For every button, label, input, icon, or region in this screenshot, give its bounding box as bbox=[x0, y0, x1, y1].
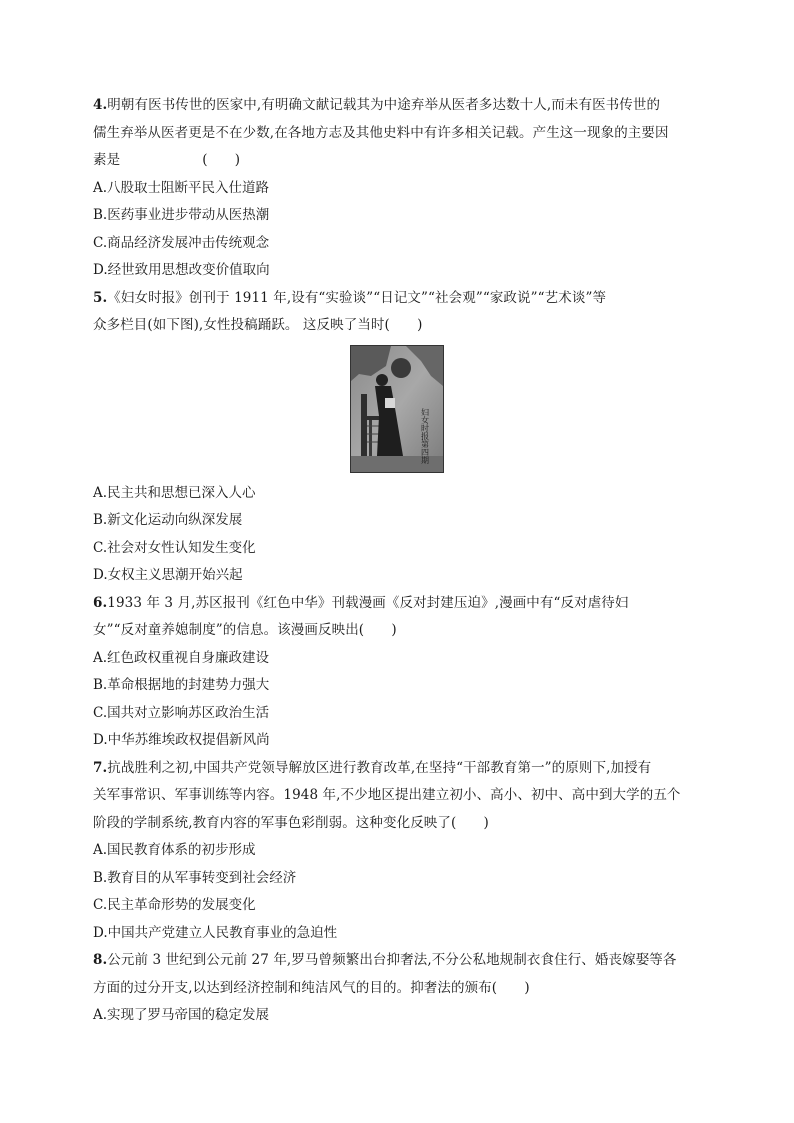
option-a: A.民主共和思想已深入人心 bbox=[93, 484, 256, 501]
question-number: 4. bbox=[93, 97, 108, 113]
option-b: B.医药事业进步带动从医热潮 bbox=[93, 207, 270, 223]
question-stem bbox=[93, 92, 703, 120]
question-4 bbox=[93, 92, 703, 285]
stem-line: 1933 年 3 月,苏区报刊《红色中华》刊载漫画《反对封建压迫》,漫画中有“反对虐待妇 bbox=[107, 594, 629, 611]
stem-line: 众多栏目(如下图),女性投稿踊跃。 这反映了当时( ) bbox=[93, 317, 423, 333]
option-d: D.中国共产党建立人民教育事业的急迫性 bbox=[93, 924, 338, 941]
exam-page bbox=[93, 92, 703, 1030]
answer-paren: ( ) bbox=[202, 152, 241, 168]
option-a: A.实现了罗马帝国的稳定发展 bbox=[93, 1007, 270, 1023]
option-c: C.商品经济发展冲击传统观念 bbox=[93, 234, 270, 251]
question-number: 8. bbox=[93, 952, 108, 968]
question-8 bbox=[93, 947, 703, 1030]
figure-container bbox=[93, 342, 703, 476]
option-a: A.八股取士阻断平民入仕道路 bbox=[93, 179, 270, 196]
option-a: A.红色政权重视自身廉政建设 bbox=[93, 649, 270, 666]
stem-line: 素是 bbox=[93, 152, 121, 168]
question-stem bbox=[93, 590, 703, 618]
question-stem-end bbox=[93, 147, 703, 175]
option-c: C.民主革命形势的发展变化 bbox=[93, 897, 256, 913]
question-6 bbox=[93, 590, 703, 755]
svg-text:妇女时报第四期: 妇女时报第四期 bbox=[420, 407, 430, 464]
stem-line: 阶段的学制系统,教育内容的军事色彩削弱。这种变化反映了( ) bbox=[93, 814, 489, 831]
option-d: D.经世致用思想改变价值取向 bbox=[93, 262, 270, 278]
option-a: A.国民教育体系的初步形成 bbox=[93, 842, 256, 858]
stem-line: 儒生弃举从医者更是不在少数,在各地方志及其他史料中有许多相关记载。产生这一现象的主要因 bbox=[93, 124, 669, 141]
option-c: C.社会对女性认知发生变化 bbox=[93, 539, 256, 556]
question-stem bbox=[93, 755, 703, 783]
question-number: 6. bbox=[93, 594, 108, 611]
question-stem bbox=[93, 285, 703, 313]
question-number: 5. bbox=[93, 289, 108, 306]
stem-line: 方面的过分开支,以达到经济控制和纯洁风气的目的。抑奢法的颁布( ) bbox=[93, 979, 530, 996]
question-5 bbox=[93, 285, 703, 590]
option-c: C.国共对立影响苏区政治生活 bbox=[93, 704, 270, 721]
question-stem bbox=[93, 947, 703, 975]
option-b: B.教育目的从军事转变到社会经济 bbox=[93, 869, 297, 886]
stem-line: 女”“反对童养媳制度”的信息。该漫画反映出( ) bbox=[93, 622, 397, 638]
question-number: 7. bbox=[93, 759, 108, 776]
stem-line: 公元前 3 世纪到公元前 27 年,罗马曾频繁出台抑奢法,不分公私地规制衣食住行、婚丧嫁娶等各 bbox=[107, 952, 677, 968]
option-d: D.女权主义思潮开始兴起 bbox=[93, 567, 243, 583]
calligraphy-caption bbox=[421, 407, 430, 465]
stem-line: 关军事常识、军事训练等内容。1948 年,不少地区提出建立初小、高小、初中、高中到大学的五个 bbox=[93, 787, 681, 803]
option-b: B.革命根据地的封建势力强大 bbox=[93, 677, 270, 693]
stem-line: 《妇女时报》创刊于 1911 年,设有“实验谈”“日记文”“社会观”“家政说”“艺术谈”等 bbox=[107, 289, 607, 306]
option-d: D.中华苏维埃政权提倡新风尚 bbox=[93, 732, 270, 748]
stem-line: 抗战胜利之初,中国共产党领导解放区进行教育改革,在坚持“干部教育第一”的原则下,加授有 bbox=[107, 759, 652, 776]
option-b: B.新文化运动向纵深发展 bbox=[93, 512, 243, 528]
magazine-cover-image bbox=[350, 345, 444, 473]
stem-line: 明朝有医书传世的医家中,有明确文献记载其为中途弃举从医者多达数十人,而未有医书传世的 bbox=[107, 97, 661, 113]
question-7 bbox=[93, 755, 703, 948]
